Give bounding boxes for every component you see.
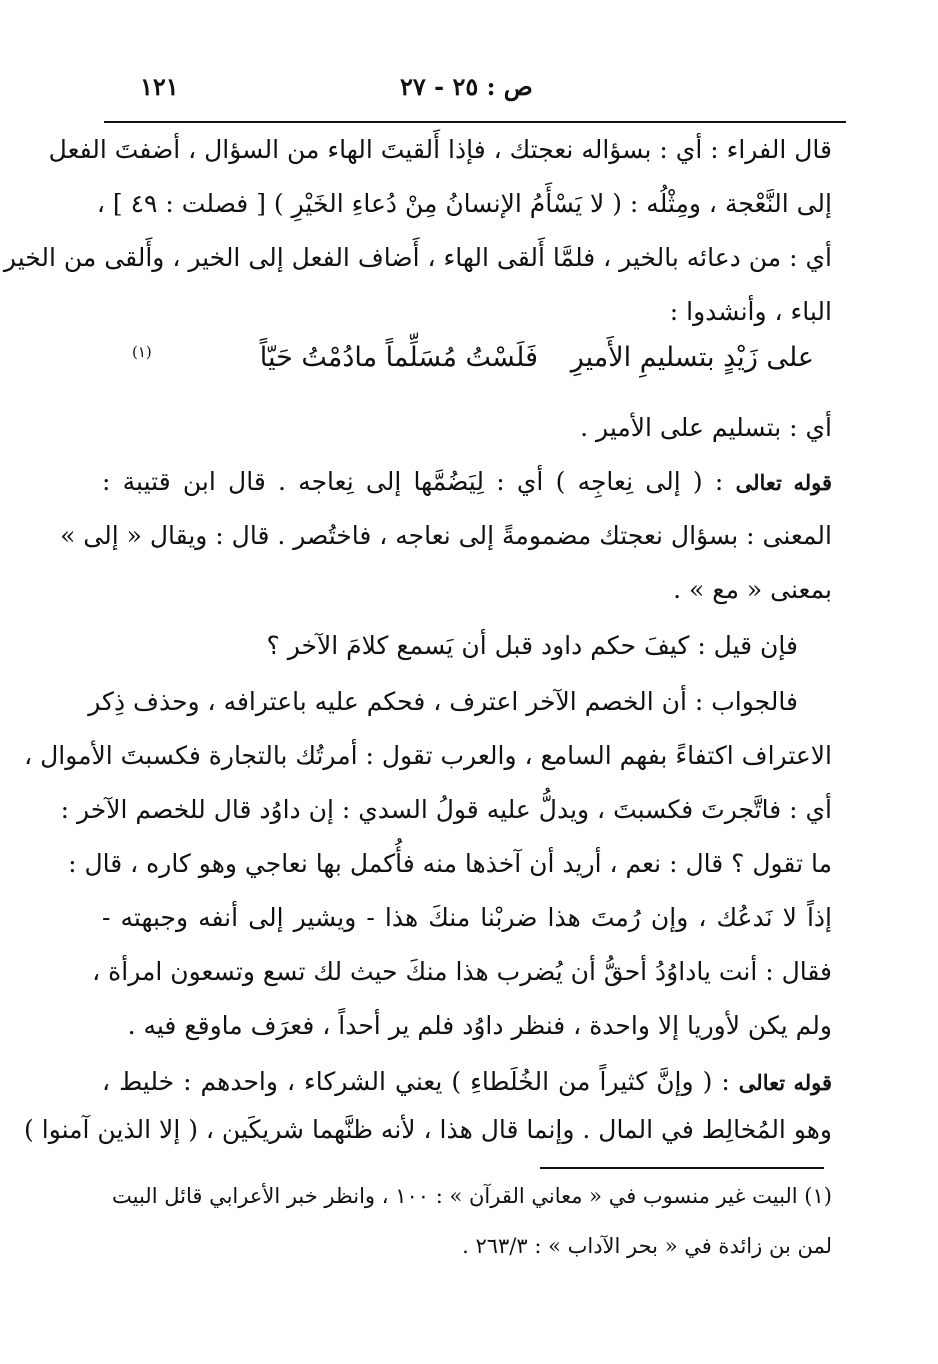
body-line: أي : بتسليم على الأمير .	[580, 413, 832, 442]
body-line: ما تقول ؟ قال : نعم ، أريد أن آخذها منه فأُكمل بها نعاجي وهو كاره ، قال :	[68, 849, 832, 878]
body-line: إذاً لا نَدعُك ، وإن رُمتَ هذا ضربْنا منكَ هذا - ويشير إلى أنفه وجبهته -	[102, 903, 832, 932]
footnote-marker: (١)	[132, 343, 152, 361]
body-line: وهو المُخالِط في المال . وإنما قال هذا ، لأنه ظنَّهما شريكَين ، ( إلا الذين آمنوا )	[24, 1115, 832, 1144]
body-line: الباء ، وأنشدوا :	[669, 297, 832, 326]
poem-second-hemistich: على زَيْدٍ بتسليمِ الأَميرِ	[570, 342, 814, 373]
page-number: ١٢١	[140, 72, 179, 101]
footnote-rule	[540, 1167, 824, 1169]
body-line: أي : من دعائه بالخير ، فلمَّا أَلقى الهاء ، أَضاف الفعل إلى الخير ، وأَلقى من الخير	[3, 243, 832, 272]
running-title: ص : ٢٥ - ٢٧	[400, 72, 533, 101]
body-line: قال الفراء : أي : بسؤاله نعجتك ، فإذا أَلقيتَ الهاء من السؤال ، أضفتَ الفعل	[48, 135, 832, 164]
body-line: فإن قيل : كيفَ حكم داود قبل أن يَسمع كلامَ الآخر ؟	[266, 631, 798, 660]
poem-first-hemistich: فَلَسْتُ مُسَلِّماً مادُمْتُ حَيّاً	[259, 342, 538, 373]
body-line: بمعنى « مع » .	[673, 575, 832, 604]
body-line: المعنى : بسؤال نعجتك مضمومةً إلى نعاجه ، فاختُصر . قال : ويقال « إلى »	[60, 521, 832, 550]
body-line: ولم يكن لأوريا إلا واحدة ، فنظر داوُد فلم ير أحداً ، فعرَف ماوقع فيه .	[127, 1011, 832, 1040]
body-line: فقال : أنت ياداوُدُ أحقُّ أن يُضرب هذا منكَ حيث لك تسع وتسعون امرأة ،	[92, 957, 832, 986]
body-line: إلى النَّعْجة ، ومِثْلُه : ( لا يَسْأَمُ الإنسانُ مِنْ دُعاءِ الخَيْرِ ) [ فصلت : ٤٩ ] ،	[96, 189, 832, 218]
verse-lead: قوله تعالى	[735, 470, 832, 495]
body-text: : ( وإنَّ كثيراً من الخُلَطاءِ ) يعني الشركاء ، واحدهم : خليط ،	[102, 1067, 730, 1096]
body-text: : ( إلى نِعاجِه ) أي : لِيَضُمَّها إلى نِعاجه . قال ابن قتيبة :	[102, 467, 724, 496]
body-line: الاعتراف اكتفاءً بفهم السامع ، والعرب تقول : أمرتُك بالتجارة فكسبتَ الأموال ،	[24, 741, 832, 770]
footnote-line: لمن بن زائدة في « بحر الآداب » : ٢٦٣/٣ .	[462, 1234, 832, 1258]
verse-lead: قوله تعالى	[738, 1070, 832, 1095]
body-line	[102, 464, 832, 501]
body-line	[102, 1064, 832, 1101]
header-rule	[104, 121, 846, 123]
body-line: فالجواب : أن الخصم الآخر اعترف ، فحكم عليه باعترافه ، وحذف ذِكر	[88, 687, 798, 716]
footnote-line: (١) البيت غير منسوب في « معاني القرآن » : ١٠٠ ، وانظر خبر الأعرابي قائل البيت	[112, 1184, 832, 1208]
body-line: أي : فاتَّجرتَ فكسبتَ ، ويدلُّ عليه قولُ السدي : إن داوُد قال للخصم الآخر :	[60, 795, 832, 824]
